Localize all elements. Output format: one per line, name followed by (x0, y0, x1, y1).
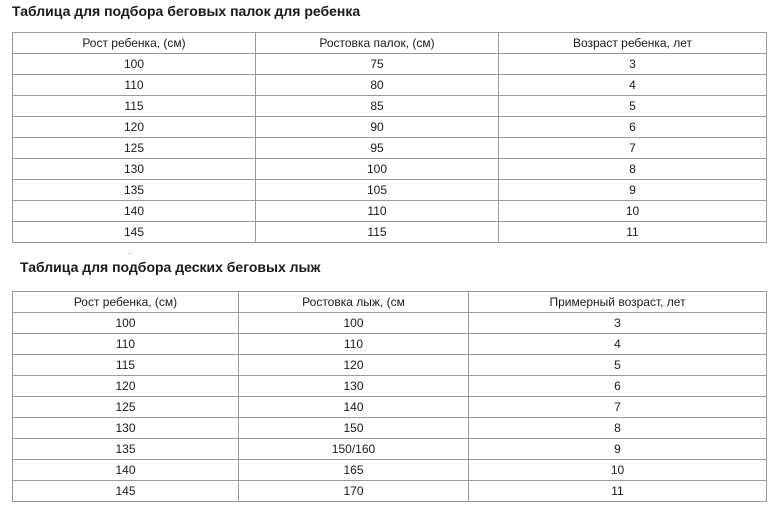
cell-age: 4 (499, 75, 767, 96)
cell-age: 6 (499, 117, 767, 138)
table-row (13, 117, 767, 138)
cell-age: 9 (499, 180, 767, 201)
cell-height: 130 (13, 418, 239, 439)
sticks-size-table (12, 32, 767, 243)
table-row (13, 96, 767, 117)
cell-height: 120 (13, 117, 256, 138)
cell-height: 145 (13, 222, 256, 243)
cell-height: 140 (13, 201, 256, 222)
table1-title: Таблица для подбора беговых палок для ребенка (12, 3, 361, 19)
cell-pole-size: 90 (256, 117, 499, 138)
stray-dots: .. (128, 247, 133, 256)
cell-age: 4 (469, 334, 767, 355)
table-row (13, 180, 767, 201)
column-header-pole-size: Ростовка палок, (см) (256, 33, 499, 54)
cell-height: 125 (13, 397, 239, 418)
table2-title: Таблица для подбора деских беговых лыж (20, 259, 321, 275)
cell-ski-size: 110 (239, 334, 469, 355)
cell-pole-size: 105 (256, 180, 499, 201)
table-row (13, 54, 767, 75)
cell-height: 135 (13, 439, 239, 460)
cell-height: 140 (13, 460, 239, 481)
cell-age: 8 (499, 159, 767, 180)
cell-pole-size: 100 (256, 159, 499, 180)
cell-ski-size: 150/160 (239, 439, 469, 460)
cell-ski-size: 165 (239, 460, 469, 481)
table-row (13, 397, 767, 418)
cell-pole-size: 95 (256, 138, 499, 159)
cell-age: 5 (469, 355, 767, 376)
column-header-height: Рост ребенка, (см) (13, 292, 239, 313)
cell-height: 110 (13, 75, 256, 96)
cell-pole-size: 80 (256, 75, 499, 96)
table-row (13, 355, 767, 376)
cell-height: 110 (13, 334, 239, 355)
column-header-age: Возраст ребенка, лет (499, 33, 767, 54)
column-header-height: Рост ребенка, (см) (13, 33, 256, 54)
table-row (13, 313, 767, 334)
skis-size-table (12, 291, 767, 502)
table-row (13, 334, 767, 355)
cell-height: 100 (13, 54, 256, 75)
column-header-ski-size: Ростовка лыж, (см (239, 292, 469, 313)
table-row (13, 481, 767, 502)
cell-age: 7 (469, 397, 767, 418)
cell-age: 7 (499, 138, 767, 159)
cell-height: 120 (13, 376, 239, 397)
cell-height: 100 (13, 313, 239, 334)
table-row (13, 159, 767, 180)
cell-height: 145 (13, 481, 239, 502)
cell-pole-size: 85 (256, 96, 499, 117)
cell-age: 11 (499, 222, 767, 243)
cell-age: 3 (499, 54, 767, 75)
table-row (13, 418, 767, 439)
cell-height: 125 (13, 138, 256, 159)
table-row (13, 222, 767, 243)
table-row (13, 138, 767, 159)
cell-pole-size: 75 (256, 54, 499, 75)
cell-age: 10 (499, 201, 767, 222)
cell-age: 10 (469, 460, 767, 481)
cell-ski-size: 150 (239, 418, 469, 439)
cell-ski-size: 130 (239, 376, 469, 397)
cell-ski-size: 100 (239, 313, 469, 334)
cell-height: 115 (13, 355, 239, 376)
table-row (13, 376, 767, 397)
cell-ski-size: 120 (239, 355, 469, 376)
cell-age: 5 (499, 96, 767, 117)
cell-age: 3 (469, 313, 767, 334)
cell-ski-size: 170 (239, 481, 469, 502)
cell-height: 115 (13, 96, 256, 117)
column-header-approx-age: Примерный возраст, лет (469, 292, 767, 313)
table-header-row (13, 292, 767, 313)
table-row (13, 201, 767, 222)
table-row (13, 439, 767, 460)
cell-age: 6 (469, 376, 767, 397)
table-row (13, 75, 767, 96)
cell-ski-size: 140 (239, 397, 469, 418)
cell-pole-size: 115 (256, 222, 499, 243)
cell-height: 130 (13, 159, 256, 180)
cell-pole-size: 110 (256, 201, 499, 222)
cell-height: 135 (13, 180, 256, 201)
cell-age: 11 (469, 481, 767, 502)
cell-age: 9 (469, 439, 767, 460)
table-header-row (13, 33, 767, 54)
cell-age: 8 (469, 418, 767, 439)
table-row (13, 460, 767, 481)
